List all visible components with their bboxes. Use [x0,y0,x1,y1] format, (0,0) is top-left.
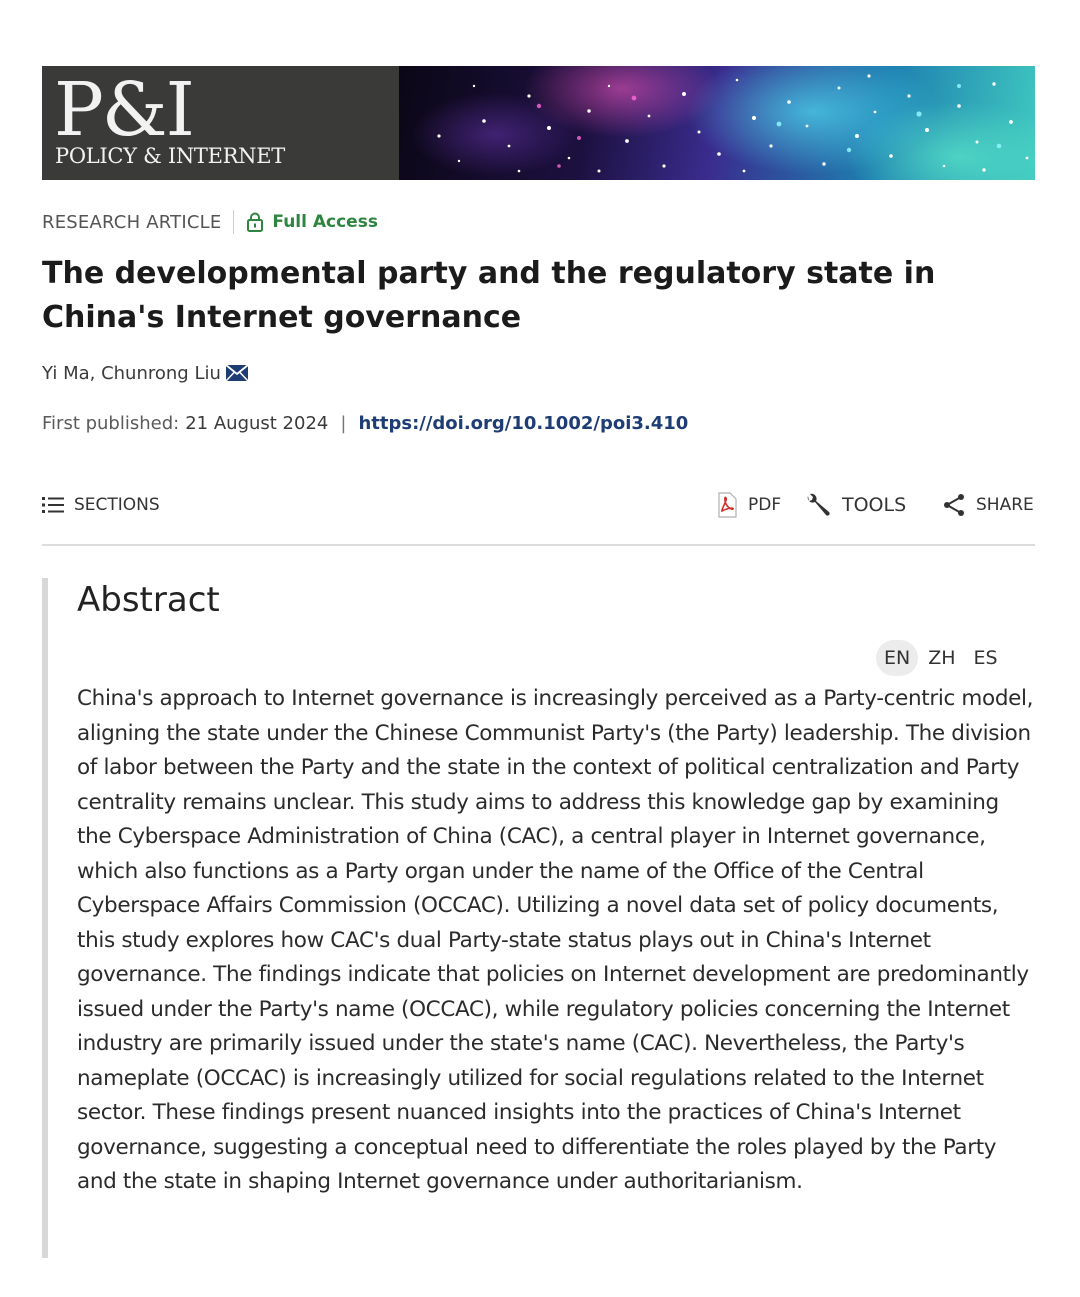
banner-fiber-optic-image [399,66,1035,180]
logo-journal-name: POLICY & INTERNET [55,144,285,168]
lock-icon [246,212,264,232]
pdf-icon [716,492,738,518]
share-button[interactable] [942,488,1034,522]
author-list [42,360,249,386]
language-option-zh[interactable]: ZH [928,647,956,669]
abstract-heading: Abstract [77,580,220,620]
doi-link[interactable]: https://doi.org/10.1002/poi3.410 [358,412,689,434]
journal-banner[interactable] [42,66,1035,180]
abstract-body: China's approach to Internet governance is increasingly perceived as a Party-centric model, aligning the state under the Chinese Communist Party's (the Party) leadership. The division of labor between the Party and the state in the context of political centralization and Party centrality remains unclear. This study aims to address this knowledge gap by examining the Cyberspace Administration of China (CAC), a central player in Internet governance, which also functions as a Party organ under the name of the Office of the Central Cyberspace Affairs Commission (OCCAC). Utilizing a novel data set of policy documents, this study explores how CAC's dual Party-state status plays out in China's Internet governance. The findings indicate that policies on Internet development are predominantly issued under the Party's name (OCCAC), while regulatory policies concerning the Internet industry are primarily issued under the state's name (CAC). Nevertheless, the Party's nameplate (OCCAC) is increasingly utilized for social regulations related to the Internet sector. These findings present nuanced insights into the practices of China's Internet governance, suggesting a conceptual need to differentiate the roles played by the Party and the state in shaping Internet governance under authoritarianism. [77,686,1034,1194]
meta-divider [233,210,234,234]
share-label: SHARE [976,495,1034,515]
access-status: Full Access [272,212,378,232]
language-switcher [874,640,1006,676]
abstract-accent-bar [42,578,48,1258]
fiber-sparkles [399,66,1035,180]
tools-button[interactable] [804,488,906,522]
article-meta [42,209,378,235]
language-option-es[interactable]: ES [973,647,998,669]
published-date: 21 August 2024 [185,412,329,434]
article-title: The developmental party and the regulatory state in China's Internet governance [42,256,936,335]
sections-label: SECTIONS [74,495,160,515]
published-label: First published: [42,412,180,434]
article-type: RESEARCH ARTICLE [42,211,222,233]
mail-icon[interactable] [225,364,249,382]
list-icon [42,496,64,514]
pdf-label: PDF [748,495,782,515]
pdf-button[interactable] [716,488,781,522]
tools-label: TOOLS [842,494,907,516]
sections-button[interactable] [42,488,160,522]
article-toolbar [42,488,1035,522]
author-names[interactable]: Yi Ma, Chunrong Liu [42,362,221,384]
publication-separator: | [340,412,347,434]
logo-mark: P&I [54,67,193,153]
share-icon [942,493,966,517]
publication-info [42,410,688,436]
language-option-en[interactable]: EN [876,640,918,676]
journal-logo[interactable] [42,66,399,180]
wrench-icon [804,491,832,519]
toolbar-divider [42,544,1035,546]
